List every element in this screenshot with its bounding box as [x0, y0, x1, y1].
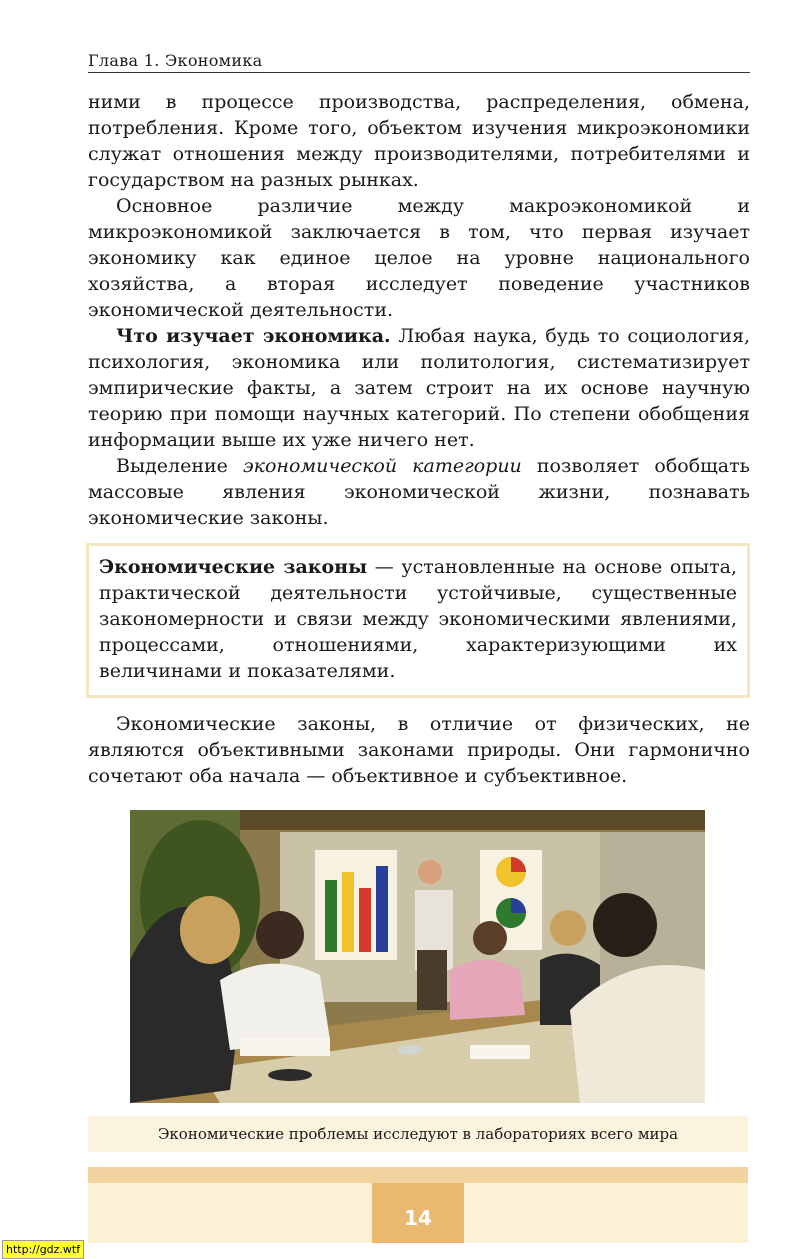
photo-caption: Экономические проблемы исследуют в лабораториях всего мира — [157, 1125, 679, 1143]
paragraph-1: ними в процессе производства, распределения, обмена, потребления. Кроме того, объектом изучения микроэкономики служат отношения между производителями, потребителями и государством на разных рынках. — [88, 91, 750, 191]
paragraph-4-end: позволяет обобщать массовые явления экономической жизни, познавать экономические законы. — [88, 455, 750, 529]
paragraph-3 — [88, 323, 750, 453]
paragraph-4-term: экономической категории — [243, 455, 522, 477]
paragraph-3-body: Любая наука, будь то социология, психология, экономика или политология, систематизирует эмпирические факты, а затем строит на их основе научную теорию при помощи научных категорий. По степени обобщения информации выше их уже ничего нет. — [88, 325, 750, 451]
chapter-header: Глава 1. Экономика — [88, 50, 750, 73]
body-text-2 — [88, 711, 750, 789]
photo-illustration — [130, 810, 705, 1103]
paragraph-4-start: Выделение — [116, 455, 243, 477]
footer-stripe — [88, 1167, 748, 1183]
watermark-link[interactable]: http://gdz.wtf — [2, 1240, 84, 1259]
definition-term: Экономические законы — [99, 556, 368, 578]
business-meeting-photo — [130, 810, 705, 1103]
page-number: 14 — [404, 1206, 432, 1230]
body-text — [88, 89, 750, 531]
paragraph-2: Основное различие между макроэкономикой и микроэкономикой заключается в том, что первая изучает экономику как единое целое на уровне национального хозяйства, а вторая исследует поведение участников экономической деятельности. — [88, 195, 750, 321]
paragraph-3-heading: Что изучает экономика. — [116, 325, 391, 347]
definition-box — [86, 543, 750, 698]
paragraph-5: Экономические законы, в отличие от физических, не являются объективными законами природы. Они гармонично сочетают оба начала — объективное и субъективное. — [88, 713, 750, 787]
paragraph-4 — [88, 453, 750, 531]
definition-text: — установленные на основе опыта, практической деятельности устойчивые, существенные закономерности и связи между экономическими явлениями, процессами, отношениями, характеризующими их величинами и показателями. — [99, 556, 737, 682]
